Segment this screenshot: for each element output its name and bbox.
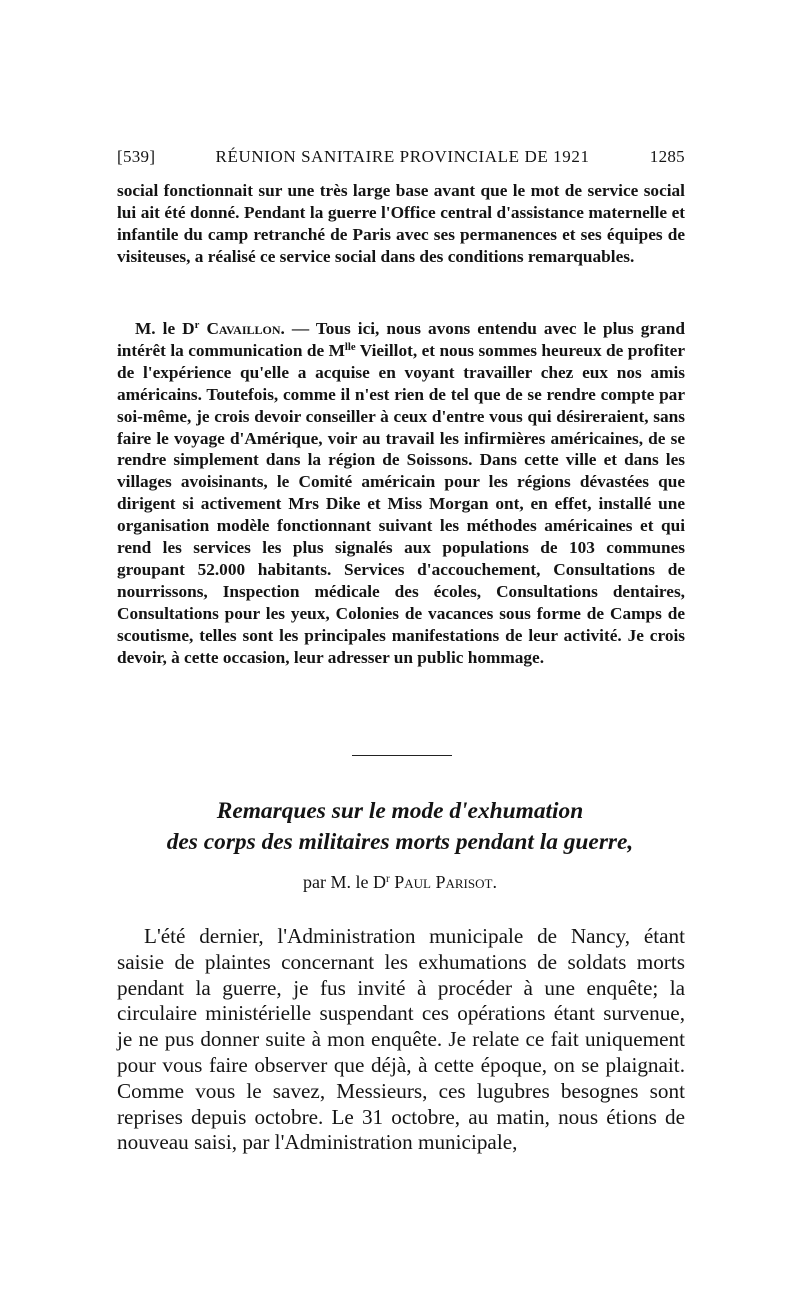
speaker-dash: . — (280, 319, 316, 338)
article-title-line-1: Remarques sur le mode d'exhumation (216, 798, 584, 824)
speaker-name: Cavaillon (206, 319, 281, 338)
running-header (117, 147, 685, 167)
paragraph-text (117, 318, 685, 669)
running-title: RÉUNION SANITAIRE PROVINCIALE DE 1921 (215, 147, 590, 166)
article-title-line-2: des corps des militaires morts pendant la guerre, (166, 829, 634, 855)
cavaillon-remark (117, 318, 685, 669)
continued-paragraph (117, 180, 685, 268)
author-prefix: par M. le D (303, 872, 387, 892)
speaker-prefix-superscript: r (194, 319, 200, 332)
remark-text-start: Tous ici, nous avons entendu avec le plus grand intérêt la communication de M (117, 319, 685, 360)
article-title (100, 796, 700, 858)
section-divider (352, 755, 452, 756)
author-name: Paul Parisot (394, 872, 493, 892)
mlle-superscript: lle (344, 341, 356, 354)
paragraph-text: social fonctionnait sur une très large base avant que le mot de service social lui ait été donné. Pendant la guerre l'Office central d'assistance maternelle et infantile du camp retranché de Paris avec ses permanences et ses équipes de visiteuses, a réalisé ce service social dans des conditions remarquables. (117, 181, 685, 266)
page-number: 1285 (649, 147, 685, 166)
article-body (117, 924, 685, 1156)
speaker-prefix: M. le D (135, 319, 195, 338)
author-suffix: . (492, 872, 497, 892)
article-author (100, 872, 700, 893)
remark-text-rest: Vieillot, et nous sommes heureux de profiter de l'expérience qu'elle a acquise en voyant travailler chez eux nos amis américains. Toutefois, comme il n'est rien de tel que de se rendre compte par soi-même, je crois devoir conseiller à ceux d'entre vous qui désireraient, sans faire le voyage d'Amérique, voir au travail les infirmières américaines, de se rendre simplement dans la région de Soissons. Dans cette ville et dans les villages avoisinants, le Comité américain pour les régions dévastées que dirigent si activement Mrs Dike et Miss Morgan ont, en effet, installé une organisation modèle fonctionnant suivant les méthodes américaines et qui rend les services les plus signalés aux populations de 103 communes groupant 52.000 habitants. Services d'accouchement, Consultations de nourrissons, Inspection médicale des écoles, Consultations dentaires, Consultations pour les yeux, Colonies de vacances sous forme de Camps de scoutisme, telles sont les principales manifestations de leur activité. Je crois devoir, à cette occasion, leur adresser un public hommage. (117, 340, 685, 667)
page-reference: [539] (117, 147, 156, 166)
paragraph-text: L'été dernier, l'Administration municipale de Nancy, étant saisie de plaintes concernant les exhumations de soldats morts pendant la guerre, je fus invité à procéder à une enquête; la circulaire ministérielle suspendant ces opérations étant survenue, je ne pus donner suite à mon enquête. Je relate ce fait uniquement pour vous faire observer que déjà, à cette époque, on se plaignait. Comme vous le savez, Messieurs, ces lugubres besognes sont reprises depuis octobre. Le 31 octobre, au matin, nous étions de nouveau saisi, par l'Administration municipale, (117, 924, 685, 1155)
author-prefix-superscript: r (386, 872, 390, 885)
